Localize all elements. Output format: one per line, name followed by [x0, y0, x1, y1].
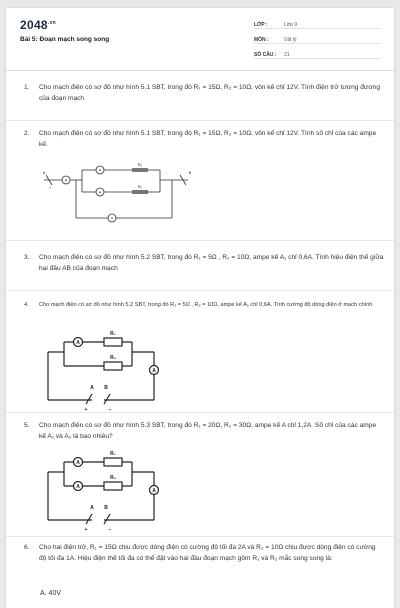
logo-tld: .vn [47, 20, 57, 26]
resistor-r2 [132, 190, 148, 194]
meta-key: SỐ CÂU : [254, 52, 277, 58]
question-2 [24, 128, 384, 150]
question-number: 4. [24, 302, 29, 308]
meta-row-count [254, 48, 380, 59]
terminal-a-label: A [90, 505, 94, 511]
question-text: Cho mạch điện có sơ đồ như hình 5.3 SBT, trong đó R₁ = 20Ω, R₂ = 30Ω, ampe kế A chỉ 1,2A. Số chỉ của các ampe kế A₁ và A₂ là bao nhiêu? [39, 422, 377, 440]
meta-key: MÔN : [254, 37, 269, 43]
voltmeter-label: V [110, 215, 114, 221]
circuit-diagram-5-1 [40, 162, 200, 226]
question-3 [24, 252, 384, 274]
page-title: Bài 5: Đoạn mạch song song [20, 36, 110, 43]
ammeter-label: A [152, 488, 156, 494]
question-number: 1. [24, 84, 30, 91]
header-divider [6, 70, 394, 71]
resistor-r1-label: R₁ [110, 451, 116, 457]
ammeter-label: A [98, 167, 102, 173]
worksheet-page [6, 8, 394, 608]
meta-row-subject [254, 33, 380, 44]
meta-key: LỚP : [254, 22, 268, 28]
divider [6, 240, 394, 241]
terminal-minus-label: − [108, 527, 112, 532]
question-text: Cho mạch điện có sơ đồ như hình 5.2 SBT, trong đó R₁ = 5Ω , R₂ = 10Ω, ampe kế A₁ chỉ 0,6A. Tính hiệu điện thế giữa hai đầu AB của đoạn mạch [39, 254, 384, 272]
terminal-plus-label: + [84, 407, 88, 412]
meta-value: Vật lý [284, 37, 297, 43]
resistor-r1 [132, 168, 148, 172]
question-5 [24, 420, 384, 442]
site-logo[interactable] [20, 18, 56, 32]
question-number: 5. [24, 422, 30, 429]
answer-option-a[interactable]: A. 40V [40, 590, 62, 597]
question-4 [24, 300, 384, 310]
ammeter-a2-label: A [76, 484, 80, 490]
ammeter-a1-label: A [76, 340, 80, 346]
meta-value: Lớp 9 [284, 22, 298, 28]
terminal-a-label: A [42, 170, 46, 175]
terminal-b-label: B [104, 385, 108, 391]
ammeter-label: A [64, 177, 68, 183]
question-number: 2. [24, 130, 30, 137]
divider [6, 412, 394, 413]
question-text: Cho mạch điện có sơ đồ như hình 5.2 SBT, trong đó R₁ = 5Ω , R₂ = 10Ω, ampe kế A₁ chỉ 0,6A. Tính cường độ dòng điện ở mạch chính [39, 302, 373, 308]
resistor-r1-label: R₁ [137, 162, 143, 167]
ammeter-label: A [98, 189, 102, 195]
circuit-diagram-5-3 [42, 450, 172, 532]
terminal-plus-label: + [48, 185, 52, 190]
terminal-minus-label: − [108, 407, 112, 412]
circuit-diagram-5-2 [42, 330, 172, 412]
divider [6, 290, 394, 291]
question-1 [24, 82, 384, 104]
resistor-r2-label: R₂ [137, 184, 143, 189]
logo-text: 2048 [20, 18, 48, 32]
terminal-b-label: B [188, 170, 192, 175]
meta-row-class [254, 18, 380, 29]
question-text: Cho mạch điện có sơ đồ như hình 5.1 SBT, trong đó R₁ = 15Ω, R₂ = 10Ω, vôn kế chỉ 12V. Tính số chỉ của các ampe kế. [39, 130, 377, 148]
meta-value: 21 [284, 52, 290, 58]
question-6 [24, 542, 384, 564]
ammeter-a1-label: A [76, 460, 80, 466]
resistor-r2-label: R₂ [110, 475, 116, 481]
terminal-plus-label: + [84, 527, 88, 532]
question-number: 3. [24, 254, 30, 261]
resistor-r1-label: R₁ [110, 331, 116, 337]
page-header [6, 8, 394, 62]
question-text: Cho mạch điện có sơ đồ như hình 5.1 SBT, trong đó R₁ = 15Ω, R₂ = 10Ω, vôn kế chỉ 12V. Tính điện trở tương đương của đoạn mạch [39, 84, 380, 102]
terminal-b-label: B [104, 505, 108, 511]
divider [6, 536, 394, 537]
divider [6, 120, 394, 121]
meta-box [254, 18, 380, 63]
question-number: 6. [24, 544, 30, 551]
terminal-a-label: A [90, 385, 94, 391]
resistor-r2-label: R₂ [110, 355, 116, 361]
question-text: Cho hai điện trở, R₁ = 15Ω chịu được dòng điện có cường độ tối đa 2A và R₂ = 10Ω chịu được dòng điện có cường độ tối đa 1A. Hiệu điện thế tối đa có thể đặt vào hai đầu đoạn mạch gồm R₁ và R₂ mắc song song là: [39, 544, 376, 562]
ammeter-label: A [152, 368, 156, 374]
